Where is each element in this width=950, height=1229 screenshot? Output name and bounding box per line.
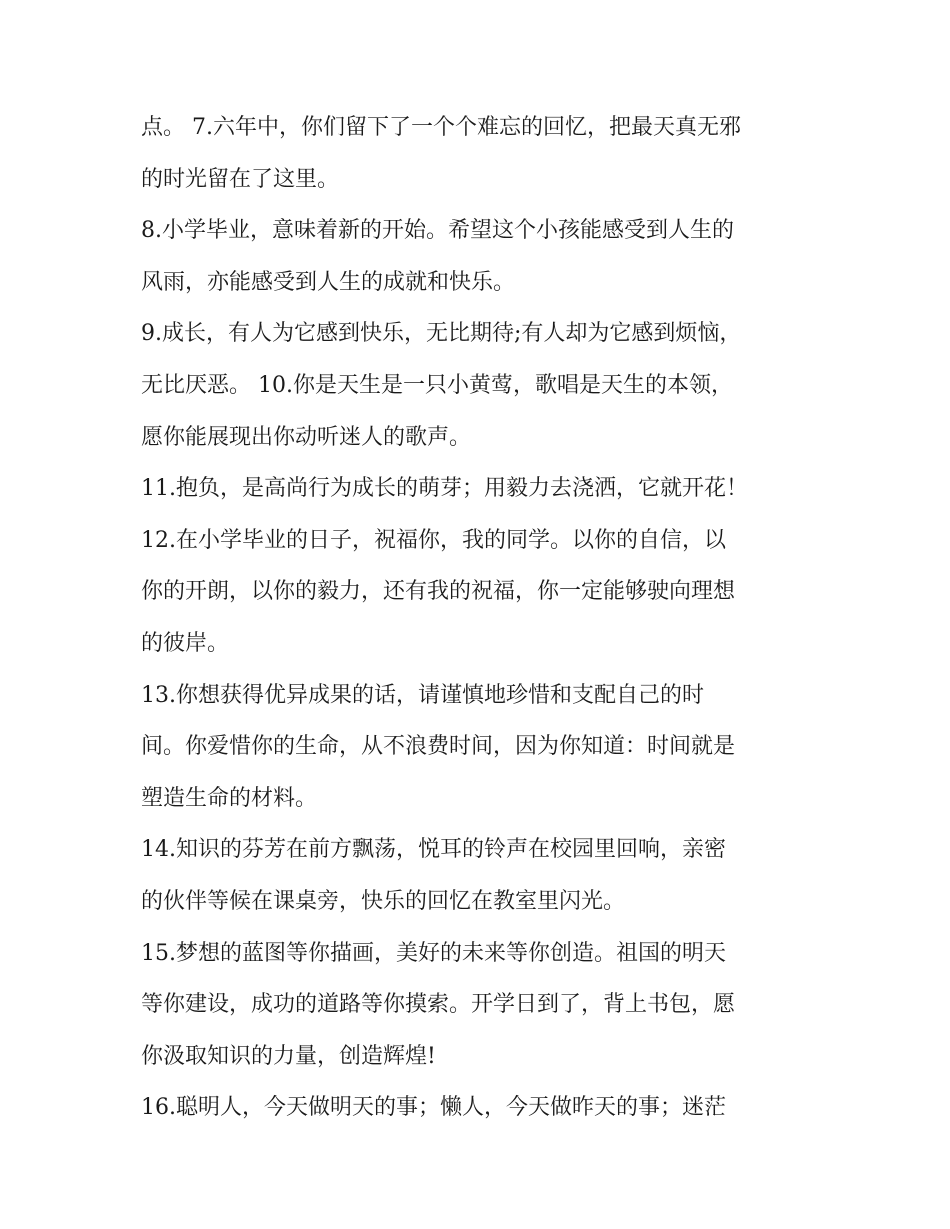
text-line: 14.知识的芬芳在前方飘荡，悦耳的铃声在校园里回响，亲密 bbox=[141, 837, 726, 863]
text-line: 8.小学毕业，意味着新的开始。希望这个小孩能感受到人生的 bbox=[141, 218, 734, 244]
text-line: 风雨，亦能感受到人生的成就和快乐。 bbox=[141, 269, 516, 295]
text-line: 15.梦想的蓝图等你描画，美好的未来等你创造。祖国的明天 bbox=[141, 940, 726, 966]
text-line: 塑造生命的材料。 bbox=[141, 785, 318, 811]
text-line: 11.抱负，是高尚行为成长的萌芽；用毅力去浇洒，它就开花！ bbox=[141, 476, 748, 502]
text-line: 13.你想获得优异成果的话，请谨慎地珍惜和支配自己的时 bbox=[141, 682, 704, 708]
body-text bbox=[141, 106, 831, 1138]
text-line: 的伙伴等候在课桌旁，快乐的回忆在教室里闪光。 bbox=[141, 888, 626, 914]
text-line: 间。你爱惜你的生命，从不浪费时间，因为你知道：时间就是 bbox=[141, 734, 736, 760]
text-line: 9.成长，有人为它感到快乐，无比期待;有人却为它感到烦恼， bbox=[141, 321, 742, 347]
text-line: 无比厌恶。 10.你是天生是一只小黄莺，歌唱是天生的本领， bbox=[141, 372, 733, 398]
text-line: 的时光留在了这里。 bbox=[141, 166, 340, 192]
text-line: 16.聪明人，今天做明天的事；懒人，今天做昨天的事；迷茫 bbox=[141, 1095, 726, 1121]
text-line: 等你建设，成功的道路等你摸索。开学日到了，背上书包，愿 bbox=[141, 992, 736, 1018]
text-line: 愿你能展现出你动听迷人的歌声。 bbox=[141, 424, 472, 450]
text-line: 点。 7.六年中，你们留下了一个个难忘的回忆，把最天真无邪 bbox=[141, 115, 741, 140]
text-line: 12.在小学毕业的日子，祝福你，我的同学。以你的自信，以 bbox=[141, 527, 726, 553]
text-line: 你汲取知识的力量，创造辉煌! bbox=[141, 1043, 436, 1069]
text-line: 你的开朗，以你的毅力，还有我的祝福，你一定能够驶向理想 bbox=[141, 579, 736, 605]
text-line: 的彼岸。 bbox=[141, 630, 230, 656]
